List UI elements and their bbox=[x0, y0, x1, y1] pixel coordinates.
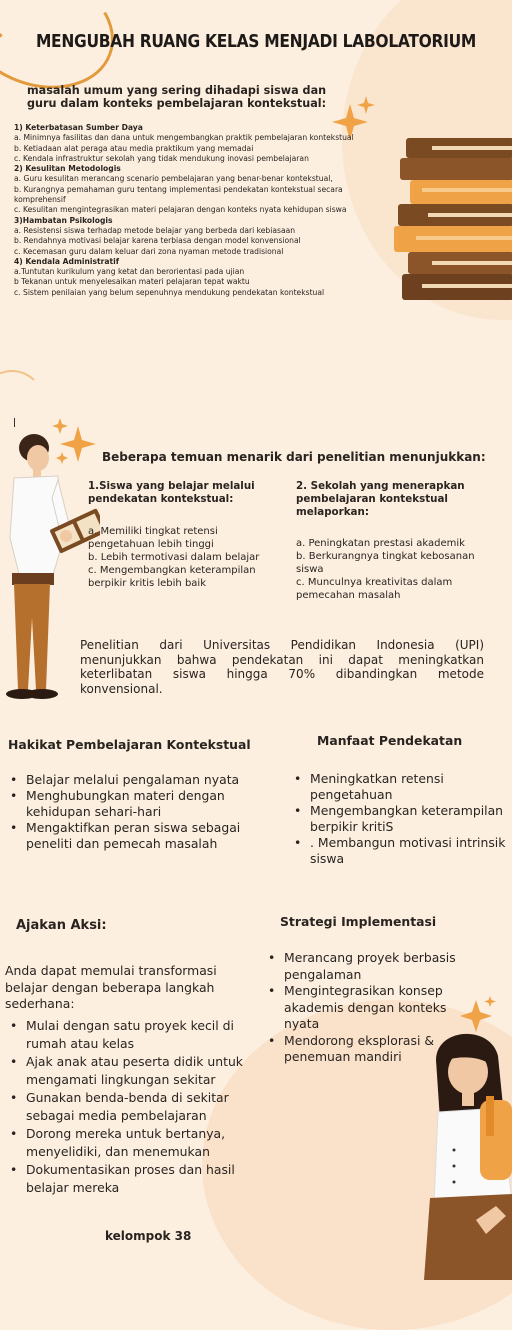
list-item: • Mulai dengan satu proyek kecil di rumah atau kelas bbox=[10, 1017, 260, 1053]
problem-item: b. Rendahnya motivasi belajar karena terbiasa dengan model konvensional bbox=[14, 236, 301, 246]
problem-heading: 3)Hambatan Psikologis bbox=[14, 215, 113, 225]
list-item: • Mengaktifkan peran siswa sebagai peneliti dan pemecah masalah bbox=[10, 820, 260, 852]
problem-heading: 2) Kesulitan Metodologis bbox=[14, 164, 121, 174]
problem-item: b. Kurangnya pemahaman guru tentang implementasi pendekatan kontekstual secara komprehensif bbox=[14, 184, 343, 205]
problem-item: c. Kesulitan mengintegrasikan materi pelajaran dengan konteks nyata kehidupan siswa bbox=[14, 205, 347, 215]
problem-heading: 1) Keterbatasan Sumber Daya bbox=[14, 123, 143, 132]
problems-list bbox=[14, 123, 390, 298]
finding-item: c. Munculnya kreativitas dalam pemecahan masalah bbox=[296, 577, 453, 601]
finding-item: b. Berkurangnya tingkat kebosanan siswa bbox=[296, 551, 475, 575]
list-item: • Mengintegrasikan konsep akademis dengan konteks nyata bbox=[268, 983, 468, 1033]
list-item: • Mengembangkan keterampilan berpikir kritiS bbox=[294, 803, 510, 835]
list-item: • Gunakan benda-benda di sekitar sebagai media pembelajaran bbox=[10, 1089, 260, 1125]
hakikat-list bbox=[10, 772, 260, 852]
research-paragraph: Penelitian dari Universitas Pendidikan Indonesia (UPI) menunjukkan bahwa pendekatan ini dapat meningkatkan keterlibatan siswa hingga 70% dibandingkan metode konvensional. bbox=[80, 638, 484, 696]
list-item: • Dorong mereka untuk bertanya, menyelidiki, dan menemukan bbox=[10, 1125, 260, 1161]
problem-group bbox=[14, 257, 390, 298]
problem-item: a. Resistensi siswa terhadap metode belajar yang berbeda dari kebiasaan bbox=[14, 225, 296, 235]
problem-item: b Tekanan untuk menyelesaikan materi pelajaran tepat waktu bbox=[14, 277, 250, 287]
list-item: • Menghubungkan materi dengan kehidupan sehari-hari bbox=[10, 788, 260, 820]
problem-item: c. Kecemasan guru dalam keluar dari zona nyaman metode tradisional bbox=[14, 246, 284, 256]
ajakan-list bbox=[10, 1017, 260, 1197]
findings-column-students bbox=[88, 480, 284, 590]
problem-item: a. Minimnya fasilitas dan dana untuk mengembangkan praktik pembelajaran kontekstual bbox=[14, 133, 354, 143]
ajakan-title: Ajakan Aksi: bbox=[16, 918, 107, 933]
list-item: • Merancang proyek berbasis pengalaman bbox=[268, 950, 468, 983]
findings-column-schools bbox=[296, 480, 502, 602]
problem-item: c. Sistem penilaian yang belum sepenuhnya mendukung pendekatan kontekstual bbox=[14, 287, 325, 297]
list-item: • . Membangun motivasi intrinsik siswa bbox=[294, 835, 510, 867]
problem-item: a.Tuntutan kurikulum yang ketat dan berorientasi pada ujian bbox=[14, 267, 245, 277]
manfaat-list bbox=[294, 771, 510, 867]
intro-heading: masalah umum yang sering dihadapi siswa dan guru dalam konteks pembelajaran kontekstual: bbox=[27, 84, 327, 110]
hakikat-title: Hakikat Pembelajaran Kontekstual bbox=[8, 737, 251, 752]
problem-item: b. Ketiadaan alat peraga atau media praktikum yang memadai bbox=[14, 143, 254, 153]
strategi-title: Strategi Implementasi bbox=[280, 914, 437, 929]
book-icon bbox=[410, 180, 512, 204]
list-item: • Belajar melalui pengalaman nyata bbox=[10, 772, 260, 788]
findings-column-title: 1.Siswa yang belajar melalui pendekatan kontekstual: bbox=[88, 480, 255, 505]
list-item: • Dokumentasikan proses dan hasil belajar mereka bbox=[10, 1161, 260, 1197]
student-girl-illustration bbox=[420, 1020, 512, 1280]
finding-item: a. Peningkatan prestasi akademik bbox=[296, 538, 465, 549]
page-title: MENGUBAH RUANG KELAS MENJADI LABOLATORIUM bbox=[35, 30, 477, 52]
book-icon bbox=[400, 158, 512, 180]
books-illustration bbox=[392, 138, 512, 300]
ajakan-lead: Anda dapat memulai transformasi belajar dengan beberapa langkah sederhana: bbox=[5, 963, 217, 1011]
finding-item: c. Mengembangkan keterampilan berpikir kritis lebih baik bbox=[88, 565, 256, 589]
problem-item: c. Kendala infrastruktur sekolah yang tidak mendukung inovasi pembelajaran bbox=[14, 153, 309, 163]
group-label: kelompok 38 bbox=[105, 1229, 192, 1243]
problem-item: a. Guru kesulitan merancang scenario pembelajaran yang benar-benar kontekstual, bbox=[14, 174, 333, 184]
problem-group bbox=[14, 123, 390, 164]
findings-heading: Beberapa temuan menarik dari penelitian menunjukkan: bbox=[102, 450, 486, 464]
manfaat-title: Manfaat Pendekatan bbox=[317, 733, 463, 748]
list-item: • Ajak anak atau peserta didik untuk mengamati lingkungan sekitar bbox=[10, 1053, 260, 1089]
list-item: • Meningkatkan retensi pengetahuan bbox=[294, 771, 510, 803]
finding-item: b. Lebih termotivasi dalam belajar bbox=[88, 552, 260, 563]
problem-group bbox=[14, 216, 390, 257]
finding-item: a. Memiliki tingkat retensi pengetahuan lebih tinggi bbox=[88, 526, 218, 550]
divider bbox=[14, 418, 15, 427]
list-item: • Mendorong eksplorasi & penemuan mandiri bbox=[268, 1033, 468, 1066]
problem-group bbox=[14, 164, 390, 215]
decorative-swirl bbox=[0, 370, 44, 434]
problem-heading: 4) Kendala Administratif bbox=[14, 256, 120, 266]
findings-column-title: 2. Sekolah yang menerapkan pembelajaran kontekstual melaporkan: bbox=[296, 480, 465, 518]
